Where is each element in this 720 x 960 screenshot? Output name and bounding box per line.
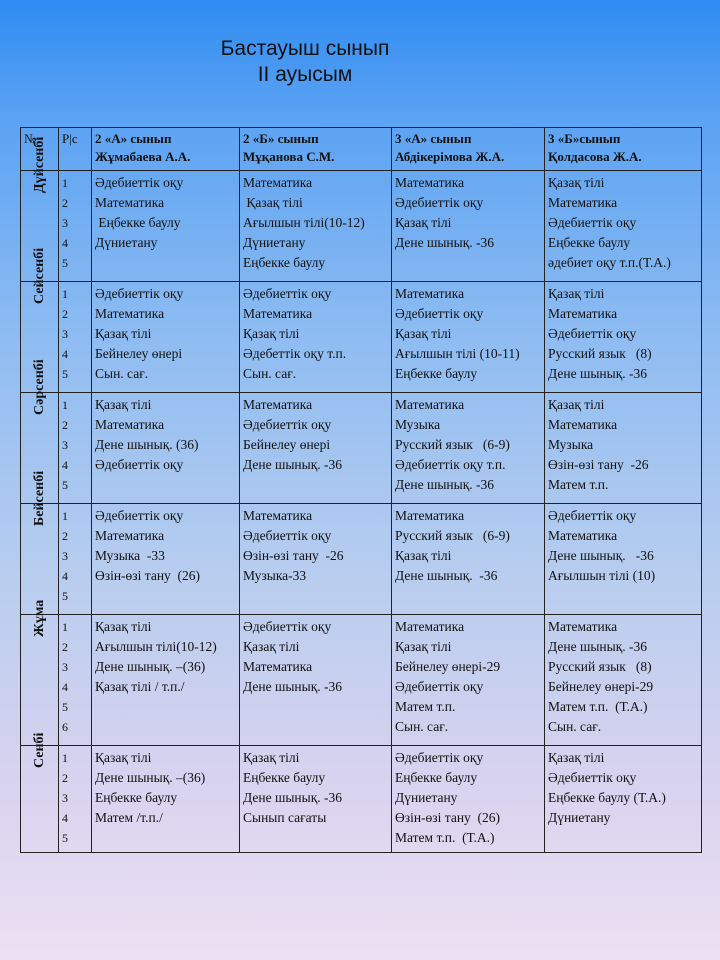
lesson-subject: Бейнелеу өнері-29 bbox=[395, 659, 501, 675]
day-row bbox=[21, 615, 702, 746]
lesson-subject: Қазақ тілі bbox=[548, 750, 605, 765]
lesson-subject: Математика bbox=[243, 659, 313, 675]
lesson-cell-class3 bbox=[392, 615, 545, 746]
lesson-subject: Қазақ тілі bbox=[395, 548, 452, 564]
lesson-subject: Әдебиеттік оқу bbox=[243, 417, 332, 433]
lesson-number: 1 bbox=[62, 398, 68, 412]
lesson-subject: Математика bbox=[95, 306, 165, 322]
lesson-subject: Математика bbox=[243, 175, 313, 190]
lesson-number: 4 bbox=[62, 680, 68, 695]
header-class-3a bbox=[392, 128, 545, 171]
day-label: Жұма bbox=[31, 599, 47, 637]
lesson-cell-class1 bbox=[92, 171, 240, 282]
lesson-subject: Еңбекке баулу bbox=[243, 255, 326, 271]
lesson-subject: Еңбекке баулу bbox=[243, 770, 326, 786]
lesson-cell-class4 bbox=[545, 746, 702, 853]
day-row bbox=[21, 393, 702, 504]
lesson-subject: Дене шынық. -36 bbox=[548, 548, 654, 564]
lesson-cell-class3 bbox=[392, 282, 545, 393]
lesson-subject: Қазақ тілі bbox=[95, 397, 152, 412]
lesson-number: 3 bbox=[62, 438, 68, 453]
lesson-subject: Әдебиеттік оқу bbox=[243, 286, 332, 301]
lesson-cell-class3 bbox=[392, 171, 545, 282]
lesson-subject: Әдебеттік оқу т.п. bbox=[243, 346, 347, 362]
lesson-cell-class4 bbox=[545, 282, 702, 393]
lesson-cell-class1 bbox=[92, 282, 240, 393]
lesson-subject: Матем /т.п./ bbox=[95, 810, 163, 826]
lesson-cell-class4 bbox=[545, 171, 702, 282]
lesson-subject: Қазақ тілі bbox=[395, 326, 452, 342]
lesson-subject: Сын. сағ. bbox=[243, 366, 297, 382]
lesson-subject: Русский язык (6-9) bbox=[395, 437, 510, 453]
lesson-number: 4 bbox=[62, 569, 68, 584]
lesson-number: 4 bbox=[62, 458, 68, 473]
day-cell bbox=[21, 599, 59, 746]
lesson-subject: Бейнелеу өнері bbox=[95, 346, 183, 362]
lesson-subject: Дүниетану bbox=[548, 810, 611, 826]
lesson-subject: Ағылшын тілі(10-12) bbox=[243, 215, 365, 231]
lesson-subject: Дене шынық. -36 bbox=[548, 366, 648, 382]
lesson-subject: Әдебиеттік оқу bbox=[548, 508, 637, 523]
lesson-cell-class2 bbox=[240, 746, 392, 853]
lesson-subject: Дене шынық. -36 bbox=[243, 790, 343, 806]
lesson-subject: Әдебиеттік оқу bbox=[395, 306, 484, 322]
lesson-number: 2 bbox=[62, 771, 68, 786]
lesson-subject: Математика bbox=[95, 195, 165, 211]
lesson-subject: Русский язык (6-9) bbox=[395, 528, 510, 544]
lesson-numbers-cell bbox=[59, 504, 92, 615]
lesson-subject: Қазақ тілі bbox=[548, 397, 605, 412]
lesson-subject: Қазақ тілі bbox=[95, 750, 152, 765]
lesson-cell-class1 bbox=[92, 615, 240, 746]
lesson-number: 3 bbox=[62, 549, 68, 564]
header-lesson-index: Р|с bbox=[59, 128, 92, 171]
lesson-subject: Музыка -33 bbox=[95, 548, 165, 564]
lesson-subject: Өзін-өзі тану -26 bbox=[243, 548, 344, 564]
header-class-name: 3 «Б»сынып bbox=[548, 131, 621, 146]
lesson-subject: Еңбекке баулу bbox=[548, 235, 631, 251]
lesson-number: 1 bbox=[62, 620, 68, 634]
lesson-subject: Қазақ тілі bbox=[548, 286, 605, 301]
lesson-numbers-cell bbox=[59, 282, 92, 393]
lesson-subject: Математика bbox=[243, 306, 313, 322]
lesson-numbers-cell bbox=[59, 615, 92, 746]
lesson-numbers-cell bbox=[59, 746, 92, 853]
lesson-numbers-cell bbox=[59, 171, 92, 282]
lesson-cell-class3 bbox=[392, 504, 545, 615]
lesson-number: 4 bbox=[62, 811, 68, 826]
lesson-subject: Русский язык (8) bbox=[548, 346, 652, 362]
lesson-subject: Еңбекке баулу bbox=[395, 366, 478, 382]
lesson-number: 2 bbox=[62, 640, 68, 655]
lesson-subject: Математика bbox=[395, 175, 465, 190]
lesson-subject: Әдебиеттік оқу bbox=[395, 750, 484, 765]
lesson-subject: Әдебиеттік оқу bbox=[95, 457, 184, 473]
lesson-number: 3 bbox=[62, 216, 68, 231]
lesson-subject: Еңбекке баулу bbox=[395, 770, 478, 786]
lesson-subject: Дене шынық. (36) bbox=[95, 437, 199, 453]
lesson-number: 2 bbox=[62, 529, 68, 544]
lesson-subject: Әдебиеттік оқу bbox=[95, 175, 184, 190]
lesson-subject: Сынып сағаты bbox=[243, 810, 327, 826]
lesson-cell-class4 bbox=[545, 504, 702, 615]
lesson-number: 5 bbox=[62, 831, 68, 846]
lesson-cell-class4 bbox=[545, 393, 702, 504]
header-teacher-name: Абдікерімова Ж.А. bbox=[395, 149, 505, 164]
title-line-1: Бастауыш сынып bbox=[220, 37, 390, 60]
lesson-subject: Әдебиеттік оқу bbox=[548, 215, 637, 231]
lesson-subject: Математика bbox=[395, 619, 465, 634]
lesson-subject: Дене шынық. -36 bbox=[243, 457, 343, 473]
lesson-number: 1 bbox=[62, 509, 68, 523]
lesson-subject: Еңбекке баулу (Т.А.) bbox=[548, 790, 666, 806]
schedule-table bbox=[20, 127, 702, 853]
lesson-subject: Матем т.п. (Т.А.) bbox=[548, 699, 648, 715]
lesson-subject: Дене шынық. –(36) bbox=[95, 770, 206, 786]
lesson-subject: Дене шынық. -36 bbox=[548, 639, 648, 655]
lesson-subject: Еңбекке баулу bbox=[95, 215, 181, 231]
lesson-subject: Сын. сағ. bbox=[548, 719, 602, 735]
lesson-subject: Дене шынық. –(36) bbox=[95, 659, 206, 675]
lesson-subject: Әдебиеттік оқу bbox=[243, 528, 332, 544]
lesson-subject: Математика bbox=[243, 397, 313, 412]
title-line-2: II ауысым bbox=[257, 63, 353, 86]
lesson-number: 4 bbox=[62, 347, 68, 362]
lesson-subject: Математика bbox=[548, 619, 618, 634]
header-class-2b bbox=[240, 128, 392, 171]
lesson-subject: Математика bbox=[243, 508, 313, 523]
lesson-subject: Бейнелеу өнері-29 bbox=[548, 679, 654, 695]
lesson-subject: Дүниетану bbox=[95, 235, 158, 251]
lesson-subject: Қазақ тілі bbox=[95, 619, 152, 634]
lesson-cell-class2 bbox=[240, 393, 392, 504]
header-row bbox=[21, 128, 702, 171]
day-label: Дүйсенбі bbox=[31, 136, 47, 193]
lesson-subject: Әдебиеттік оқу bbox=[95, 286, 184, 301]
lesson-cell-class2 bbox=[240, 504, 392, 615]
lesson-subject: Қазақ тілі bbox=[395, 215, 452, 231]
header-class-name: 2 «А» сынып bbox=[95, 131, 172, 146]
day-row bbox=[21, 282, 702, 393]
lesson-subject: Қазақ тілі bbox=[548, 175, 605, 190]
lesson-cell-class3 bbox=[392, 393, 545, 504]
lesson-number: 3 bbox=[62, 660, 68, 675]
lesson-subject: Математика bbox=[548, 195, 618, 211]
day-row bbox=[21, 171, 702, 282]
lesson-number: 1 bbox=[62, 287, 68, 301]
lesson-subject: Өзін-өзі тану (26) bbox=[395, 810, 501, 826]
lesson-subject: Матем т.п. bbox=[548, 477, 609, 493]
lesson-subject: Сын. сағ. bbox=[95, 366, 149, 382]
lesson-subject: Әдебиеттік оқу bbox=[95, 508, 184, 523]
lesson-number: 3 bbox=[62, 327, 68, 342]
header-class-name: 3 «А» сынып bbox=[395, 131, 472, 146]
lesson-subject: Әдебиеттік оқу bbox=[395, 195, 484, 211]
lesson-subject: Дене шынық. -36 bbox=[395, 568, 498, 584]
lesson-number: 2 bbox=[62, 307, 68, 322]
lesson-cell-class4 bbox=[545, 615, 702, 746]
lesson-numbers-cell bbox=[59, 393, 92, 504]
lesson-subject: Бейнелеу өнері bbox=[243, 437, 331, 453]
lesson-number: 5 bbox=[62, 256, 68, 271]
lesson-subject: Математика bbox=[548, 417, 618, 433]
lesson-number: 4 bbox=[62, 236, 68, 251]
lesson-subject: Музыка bbox=[395, 417, 441, 433]
lesson-number: 1 bbox=[62, 751, 68, 765]
lesson-subject: Музыка bbox=[548, 437, 594, 453]
lesson-number: 5 bbox=[62, 589, 68, 604]
lesson-subject: Математика bbox=[395, 286, 465, 301]
lesson-subject: Математика bbox=[548, 306, 618, 322]
header-teacher-name: Мұқанова С.М. bbox=[243, 149, 335, 164]
lesson-subject: Русский язык (8) bbox=[548, 659, 652, 675]
lesson-subject: Математика bbox=[395, 508, 465, 523]
lesson-subject: Еңбекке баулу bbox=[95, 790, 178, 806]
lesson-cell-class2 bbox=[240, 615, 392, 746]
page-title bbox=[0, 36, 610, 88]
lesson-subject: Дүниетану bbox=[243, 235, 306, 251]
header-class-3b bbox=[545, 128, 702, 171]
lesson-subject: Қазақ тілі bbox=[95, 326, 152, 342]
lesson-number: 2 bbox=[62, 196, 68, 211]
lesson-number: 3 bbox=[62, 791, 68, 806]
lesson-cell-class1 bbox=[92, 746, 240, 853]
lesson-subject: Өзін-өзі тану -26 bbox=[548, 457, 649, 473]
lesson-cell-class2 bbox=[240, 171, 392, 282]
lesson-subject: Қазақ тілі bbox=[243, 639, 300, 655]
lesson-subject: Әдебиеттік оқу bbox=[548, 770, 637, 786]
lesson-subject: Дүниетану bbox=[395, 790, 458, 806]
lesson-subject: Математика bbox=[95, 417, 165, 433]
lesson-subject: Дене шынық. -36 bbox=[395, 477, 495, 493]
lesson-subject: Дене шынық. -36 bbox=[395, 235, 495, 251]
header-teacher-name: Қолдасова Ж.А. bbox=[548, 149, 642, 164]
lesson-number: 5 bbox=[62, 700, 68, 715]
lesson-cell-class3 bbox=[392, 746, 545, 853]
lesson-number: 2 bbox=[62, 418, 68, 433]
lesson-subject: Математика bbox=[395, 397, 465, 412]
lesson-subject: Қазақ тілі bbox=[395, 639, 452, 655]
lesson-subject: Ағылшын тілі(10-12) bbox=[95, 639, 217, 655]
day-label: Сенбі bbox=[31, 732, 47, 768]
lesson-cell-class1 bbox=[92, 393, 240, 504]
day-row bbox=[21, 504, 702, 615]
lesson-number: 5 bbox=[62, 367, 68, 382]
lesson-number: 6 bbox=[62, 720, 68, 735]
lesson-subject: Әдебиеттік оқу bbox=[243, 619, 332, 634]
lesson-subject: Әдебиеттік оқу bbox=[395, 679, 484, 695]
lesson-subject: Дене шынық. -36 bbox=[243, 679, 343, 695]
header-number: № bbox=[21, 128, 59, 171]
lesson-subject: Өзін-өзі тану (26) bbox=[95, 568, 201, 584]
lesson-cell-class2 bbox=[240, 282, 392, 393]
day-label: Сейсенбі bbox=[31, 247, 47, 304]
lesson-subject: Ағылшын тілі (10-11) bbox=[395, 346, 520, 362]
lesson-subject: Әдебиеттік оқу bbox=[548, 326, 637, 342]
lesson-subject: Музыка-33 bbox=[243, 568, 307, 584]
lesson-subject: Сын. сағ. bbox=[395, 719, 449, 735]
lesson-subject: Қазақ тілі bbox=[243, 750, 300, 765]
day-label: Сәрсенбі bbox=[31, 359, 47, 415]
lesson-subject: Математика bbox=[548, 528, 618, 544]
lesson-subject: әдебиет оқу т.п.(Т.А.) bbox=[548, 255, 671, 271]
lesson-cell-class1 bbox=[92, 504, 240, 615]
day-row bbox=[21, 746, 702, 853]
lesson-number: 5 bbox=[62, 478, 68, 493]
header-class-name: 2 «Б» сынып bbox=[243, 131, 319, 146]
header-class-2a bbox=[92, 128, 240, 171]
header-teacher-name: Жұмабаева А.А. bbox=[95, 149, 191, 164]
lesson-subject: Әдебиеттік оқу т.п. bbox=[395, 457, 506, 473]
day-cell bbox=[21, 732, 59, 853]
day-label: Бейсенбі bbox=[31, 470, 47, 526]
day-cell bbox=[21, 470, 59, 615]
lesson-number: 1 bbox=[62, 176, 68, 190]
lesson-subject: Матем т.п. (Т.А.) bbox=[395, 830, 495, 846]
lesson-subject: Қазақ тілі bbox=[243, 326, 300, 342]
lesson-subject: Математика bbox=[95, 528, 165, 544]
lesson-subject: Ағылшын тілі (10) bbox=[548, 568, 656, 584]
lesson-subject: Қазақ тілі / т.п./ bbox=[95, 679, 185, 695]
lesson-subject: Матем т.п. bbox=[395, 699, 456, 715]
lesson-subject: Қазақ тілі bbox=[243, 195, 303, 211]
